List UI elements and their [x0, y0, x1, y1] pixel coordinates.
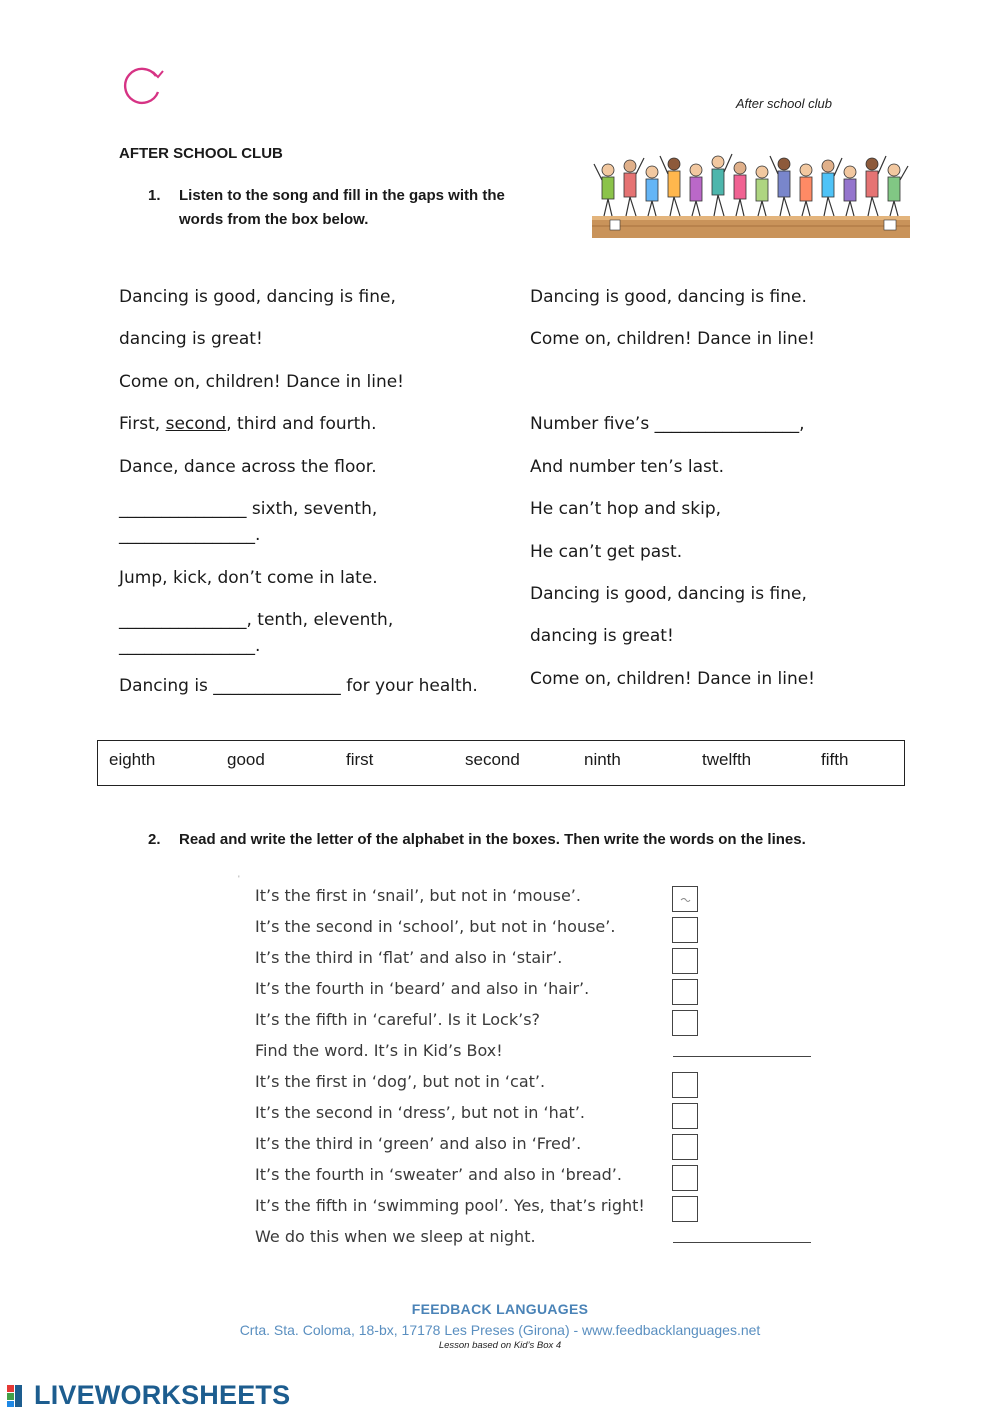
footer-brand: FEEDBACK LANGUAGES: [411, 1301, 589, 1317]
letter-box[interactable]: [672, 886, 698, 912]
letter-box[interactable]: [672, 1196, 698, 1222]
riddle-line: It’s the second in ‘dress’, but not in ‘hat’.: [255, 1103, 585, 1122]
page-title: AFTER SCHOOL CLUB: [119, 145, 283, 162]
song-line: Come on, children! Dance in line!: [530, 669, 815, 689]
liveworksheets-mark-icon: [6, 1382, 32, 1408]
riddle-line: Find the word. It’s in Kid’s Box!: [255, 1041, 503, 1060]
song-line: Dancing is good, dancing is fine.: [530, 287, 807, 307]
song-line: Dancing is good, dancing is fine,: [119, 287, 396, 307]
question-text: Read and write the letter of the alphabet in the boxes. Then write the words on the lines.: [179, 831, 806, 848]
song-line: Dance, dance across the floor.: [119, 457, 377, 477]
song-line: Come on, children! Dance in line!: [119, 372, 404, 392]
letter-box[interactable]: [672, 1072, 698, 1098]
riddle-line: It’s the fourth in ‘sweater’ and also in ‘bread’.: [255, 1165, 622, 1184]
liveworksheets-label: LIVEWORKSHEETS: [34, 1379, 291, 1410]
word-option: second: [465, 750, 520, 769]
riddle-line: It’s the fifth in ‘swimming pool’. Yes, that’s right!: [255, 1196, 645, 1215]
question-1: [148, 184, 548, 232]
riddle-line: It’s the fourth in ‘beard’ and also in ‘hair’.: [255, 979, 590, 998]
letter-box[interactable]: [672, 1165, 698, 1191]
footer-note: Lesson based on Kid’s Box 4: [438, 1340, 562, 1351]
riddle-line: We do this when we sleep at night.: [255, 1227, 536, 1246]
example-answer: second: [165, 414, 227, 434]
song-line-gap[interactable]: Number five’s _________________,: [530, 414, 805, 434]
letter-box[interactable]: [672, 979, 698, 1005]
question-text: Listen to the song and fill in the gaps with the words from the box below.: [179, 187, 505, 228]
song-line-gap[interactable]: _______________ sixth, seventh,: [119, 499, 378, 519]
word-option: eighth: [109, 750, 156, 769]
letter-box[interactable]: [672, 1010, 698, 1036]
song-line: dancing is great!: [119, 329, 263, 349]
liveworksheets-logo[interactable]: [6, 1380, 290, 1410]
riddle-line: It’s the first in ‘snail’, but not in ‘mouse’.: [255, 886, 581, 905]
question-number: 1.: [148, 187, 161, 204]
word-box: [97, 740, 905, 786]
letter-box[interactable]: [672, 917, 698, 943]
song-line-gap[interactable]: ________________.: [119, 636, 261, 656]
song-line-gap[interactable]: _______________, tenth, eleventh,: [119, 610, 394, 630]
song-line: Dancing is good, dancing is fine,: [530, 584, 807, 604]
riddle-line: It’s the fifth in ‘careful’. Is it Lock’s?: [255, 1010, 541, 1029]
example-pre: First,: [119, 414, 166, 434]
song-line: He can’t get past.: [530, 542, 683, 562]
letter-box[interactable]: [672, 1134, 698, 1160]
answer-line[interactable]: [673, 1056, 811, 1057]
word-option: ninth: [584, 750, 621, 769]
word-option: good: [227, 750, 265, 769]
song-line: Jump, kick, don’t come in late.: [119, 568, 378, 588]
question-number: 2.: [148, 831, 161, 848]
song-line-gap[interactable]: Dancing is _______________ for your health.: [119, 676, 478, 696]
letter-box[interactable]: [672, 1103, 698, 1129]
song-line: dancing is great!: [530, 626, 674, 646]
song-line-gap[interactable]: ________________.: [119, 525, 261, 545]
header-caption: After school club: [735, 96, 832, 111]
refresh-ring-icon: [118, 62, 166, 108]
word-option: first: [346, 750, 374, 769]
song-line: And number ten’s last.: [530, 457, 724, 477]
footer-address: Crta. Sta. Coloma, 18-bx, 17178 Les Preses (Girona) - www.feedbacklanguages.net: [239, 1322, 761, 1338]
song-line: Come on, children! Dance in line!: [530, 329, 815, 349]
word-option: fifth: [821, 750, 849, 769]
dancing-children-illustration: [590, 150, 912, 242]
example-post: , third and fourth.: [226, 414, 377, 434]
song-line: He can’t hop and skip,: [530, 499, 722, 519]
song-line-example: [119, 414, 376, 434]
question-2: [148, 831, 806, 848]
riddle-line: It’s the third in ‘green’ and also in ‘Fred’.: [255, 1134, 582, 1153]
scan-mark: ': [238, 874, 240, 884]
riddle-line: It’s the second in ‘school’, but not in ‘house’.: [255, 917, 616, 936]
word-option: twelfth: [702, 750, 752, 769]
riddle-line: It’s the third in ‘flat’ and also in ‘stair’.: [255, 948, 563, 967]
cursor-mark-icon: [673, 887, 697, 911]
answer-line[interactable]: [673, 1242, 811, 1243]
riddle-line: It’s the first in ‘dog’, but not in ‘cat’.: [255, 1072, 546, 1091]
letter-box[interactable]: [672, 948, 698, 974]
